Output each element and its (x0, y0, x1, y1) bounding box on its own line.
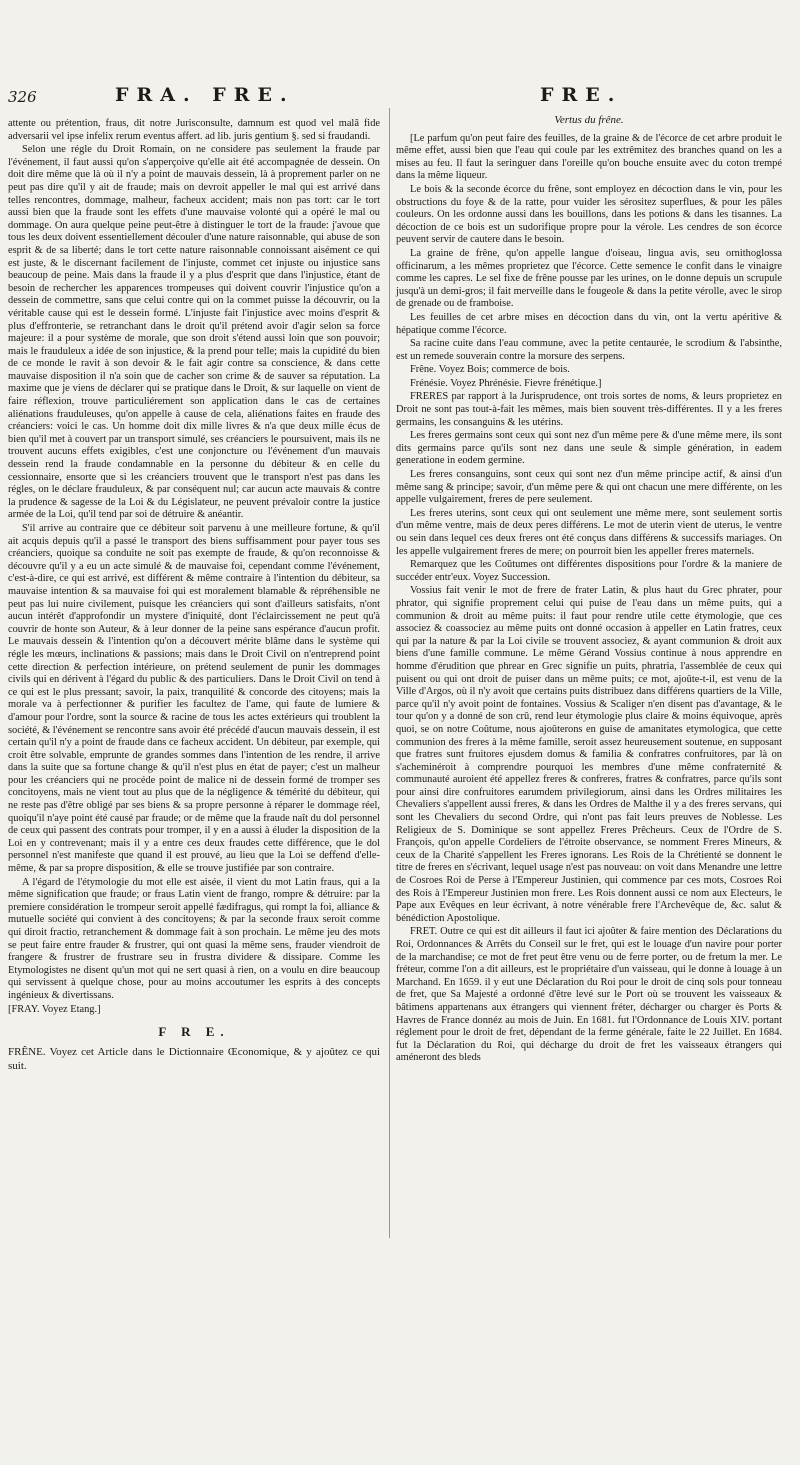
see-also-entry: [FRAY. Voyez Etang.] (8, 1003, 101, 1015)
column-divider (389, 108, 390, 1238)
body-paragraph: Selon une régle du Droit Romain, on ne considere pas seulement la fraude par l'événement, il faut aussi qu'on s'apperçoive qu'elle ait été accompagnée de dessein. On doit dire même que là où il n'y a point de mauvais dessein, là à proprement parler on ne peut pas dire qu'il y ait de fraude; mais on devroit appeller le mal qui est arrivé dans telles rencontres, dommage, malheur, facheux accident; mais non pas tort: car le tort aussi bien que la fraude sont les effets d'une mauvaise volonté qui a opéré le mal ou dommage. On aura quelque peine peut-être à distinguer le tort de la fraude: j'avoue que tous les deux doivent essentiellement découler d'une nature raisonnable, qui abuse de son esprit & de sa liberté; dans le tort cette nature raisonnable connoissant aisément ce qui est juste, & le discernant facilement de l'injuste, commet cet injuste ou injustice sans beaucoup de peine. Mais dans la fraude il y a plus d'esprit que dans l'injustice, étant de besoin de rechercher les apparences trompeuses qui doivent couvrir l'injustice qu'on a dessein de commettre, sans que celui contre qui on la commet puisse la découvrir, ou la véritable cause qui est le dessein formé. L'injuste fait l'injustice avec moins d'esprit & plus d'effronterie, se retranchant dans le droit qu'il prétend avoir d'agir selon sa force majeure: il a pour système de morale, que son droit s'étend aussi loin que son pouvoir; mais le frauduleux a idée de son injustice, & la prend pour telle; mais la cupidité du bien de ce monde le ravit à son devoir & le fait agir contre sa conscience, & dans cette mauvaise disposition il n'a soin que de cacher son crime & de sauver sa réputation. La maxime que je viens de déclarer qui se pratique dans le Droit, & sur laquelle on vient de faire réflexion, trouve particuliérement son application dans le cas de certaines aliénations frauduleuses, qu'on appelle à cause de cela, aliénations faites en fraude des créanciers: voici le cas. Un homme doit dix mille livres & n'a que deux mille écus de bien qu'il met à couvert par un transport simulé, ses créanciers le poursuivent, mais ils ne trouvent aucuns effets exigibles, c'est une conjoncture ou l'événement d'un mauvais dessein rend la fraude condamnable en la personne du débiteur & en celle du cessionnaire, ensorte que si les créanciers trouvent que le transport n'est pas dans les régles, on le déclare frauduleux, & par conséquent nul; car aucun acte mauvais & contre la prudence & sagesse de la Loi & du Législateur, ne peuvent prévaloir contre la justice armée de la Loi, qu'il tend par soi de détruire & anéantir. (8, 144, 380, 521)
body-paragraph: La graine de frêne, qu'on appelle langue d'oiseau, lingua avis, seu ornithoglossa officinarum, a les mêmes proprietez que l'écorce. Cette semence le confit dans le vinaigre comme les capres. Le sel fixe de frêne pousse par les urines, on le donne depuis un scrupule jusqu'à un demi-gros; il fait merveille dans le fougeole & dans la petite vérolle, avec le sirop de grenade ou de framboise. (396, 247, 782, 310)
body-paragraph: A l'égard de l'étymologie du mot elle est aisée, il vient du mot Latin fraus, qui a la même signification que fraude; or fraus Latin vient de frango, rompre & détruire: par la premiere considération le trompeur seroit appellé fædifragus, qui rompt la foi, alliance & mutuelle société qui convient à des concitoyens; & par la seconde fraux seroit comme qui diroit fractio, retranchement & dommage fait à son prochain. Le même jeu des mots se peut faire entre frauder & frustrer, qui ont quasi la même sens, frauder viendroit de frangere & frustrer de frustrare seu in frustra dividere & dissipare. Comme les Etymologistes ne disent qu'un mot qui ne sert quasi à rien, on a voulu en dire beaucoup qui servissent à quelque chose, pour au moins accoutumer les esprits à des concepts ingénieux & divertissans. (8, 876, 380, 1001)
body-paragraph: Le bois & la seconde écorce du frêne, sont employez en décoction dans le vin, pour les obstructions du foye & de la ratte, pour vuider les sérositez superflues, & pour les pâles couleurs. On les ordonne aussi dans les bouillons, dans les potions & dans les tisannes. La décoction de ce bois est un sudorifique propre pour la vérole. Les cendres de son écorce peuvent servir de cautere dans le besoin. (396, 183, 782, 246)
body-paragraph: [Le parfum qu'on peut faire des feuilles, de la graine & de l'écorce de cet arbre produit le même effet, aussi bien que l'eau qui coule par les extrêmitez des branches quand on les a mises au feu. Il faut la seringuer dans l'oreille qu'on bouche ensuite avec du coton trempé dans la même liqueur. (396, 132, 782, 182)
body-paragraph: Les freres consanguins, sont ceux qui sont nez d'un même principe actif, & ainsi d'un même sang & principe; savoir, d'un même pere & qui ont chacun une mere différente, on les appelle vulgairement, freres de pere seulement. (396, 469, 782, 506)
right-running-title: FRE. (540, 84, 623, 106)
body-paragraph: Vossius fait venir le mot de frere de frater Latin, & plus haut du Grec phrater, pour phrator, qui signifie proprement celui qui puise de l'eau dans un même puits, qui a communion & droit au même puits: il faut pour rendre utile cette étymologie, que ces associez & coassociez au même puits ont donné occasion à appeller en Latin fratres, ceux qui par la nature & par la Loi civile se trouvent associez, & ayant communion & droit aux biens d'une famille commune. Le même Gérand Vossius continue à nous apprendre en homme d'érudition que phrear en Grec signifie un puits, phratria, l'assemblée de ceux qui puisent ou qui ont droit de puiser dans un même puits; ce mot, ajoûte-t-il, est venu de la Ville d'Argos, où il n'y avoit que certains puits distribuez dans différens quartiers de la Ville, parce qu'il n'y avoit point de fontaines. Vossius & Scaliger n'en disent pas d'avantage, & le tour qu'on y a donné de son crû, rend leur étymologie plus claire & moins équivoque, après quoi, se on notre Coûtume, nous ajoûterons en guise de amanitates etymologica, que cette communion des freres à la même famille, seroit assez heureusement soutenue, en supposant que fratres sunt fruitores ejusdem domus & familia & confratres confruitores, par là on s'acheminéroit à comprendre pourquoi les membres d'une même confraternité & communauté auroient été appellez freres & confreres, fratres & confratres, parce qu'ils sont pour ainsi dire confruitores earumdem privilegiorum, ainsi dans les Ordres militaires les Chevaliers s'appellent aussi freres, & dans les Ordres de Malthe il y a des freres servans, qui sont les Chevaliers du second Ordre, qui n'ont pas fait leurs preuves de Noblesse. Les Religieux de S. Dominique se sont appellez Freres Prêcheurs. Ceux de l'Ordre de S. François, qu'on appelle Cordeliers de l'étroite observance, se nomment Freres Mineurs, & ceux de la Charité s'appellent les Freres ignorans. Les Rois de la Chrétienté se donnent le titre de freres en s'écrivant, lequel usage n'est pas nouveau: on voit dans Menandre une lettre de Cosroes Roi de Perse à l'Empereur Justinien, qui commence par ces mots, Cosroes Roi des Rois à l'Empereur Justinien mon frere. Les Rois donnent aussi ce nom aux Electeurs, le Pape aux Evêques en leur écrivant, à notre vénérable frere l'Archevêque de, &c. salut & bénédiction Apostolique. (396, 585, 782, 924)
body-paragraph: Les feuilles de cet arbre mises en décoction dans du vin, ont la vertu apéritive & hépatique comme l'écorce. (396, 311, 782, 336)
body-paragraph: S'il arrive au contraire que ce débiteur soit parvenu à une meilleure fortune, & qu'il ait acquis depuis qu'il a passé le transport des biens suffisamment pour payer tous ses créanciers, quoique sa conduite ne soit pas exempte de fraude, & qu'on reconnoisse & découvre qu'il y a eu un acte simulé & de mauvaise foi, cependant comme l'événement, c'est-à-dire, ce qui est arrivé, est différent & même contraire à l'intention du débiteur, sa mauvaise intention & sa mauvaise foi qui est moralement blamable & répréhensible ne peut pas lui nuire civilement, puisque les créanciers qui sont d'ailleurs satisfaits, n'ont aucun intérêt d'approfondir un mystere d'iniquité, dont l'éclaircissement ne peut qu'à couvrir de honte son Auteur, & à leur donner de la peine sans espérance d'aucun profit. Le mauvais dessein & l'intention qu'on a découvert mérite blâme dans le système qui régle les mœurs, inclinations & passions; mais dans le Droit Civil on n'entreprend point cette direction & perfection intérieure, on prétend seulement de punir les dommages civils qui en dérivent à l'égard du public & des particuliers. Dans le Droit Civil on tend à ce qui est le plus pressant; savoir, la paix, tranquilité & concorde des citoyens; mais la morale va à perfectionner & purifier les facultez de l'ame, qui faute de lumiere & d'amour pour l'ordre, sont la source & racine de tous les actes extérieurs qui troublent la société, & l'événement se rencontre sans avoir été précédé d'aucun mauvais dessein, il est certain qu'il n'y a point de fraude dans ce facheux accident. Un débiteur, par exemple, qui croit être solvable, emprunte de grandes sommes dans l'intention de les rendre, il arrive dans la suite que sa fortune change & qu'il n'est plus en état de payer; c'est un malheur pour les créanciers qui ne procéde point de malice ni de dessein formé de tromper ses concitoyens, mais ne vient tout au plus que de la négligence & témérité du débiteur, qui ne reste pas d'être obligé par ses biens & sa propre personne à réparer le dommage réel, quoiqu'il n'aye point été causé par fraude; or de même que la fraude naît du dol personnel de ceux qui passent des contrats pour tromper, il y en a aussi à éluder la disposition de la Loi en y contrevenant; mais il y a entre ces deux fraudes cette différence, que le dol personnel n'est manifeste que quand il est prouvé, au lieu que la Loi se deffend d'elle-même, & par sa propre disposition, & elle se trouve justifiée par son contraire. (8, 523, 380, 875)
body-paragraph: Sa racine cuite dans l'eau commune, avec la petite centaurée, le scrodium & l'absinthe, est un remede souverain contre la morsure des serpens. (396, 338, 782, 362)
body-paragraph: FRERES par rapport à la Jurisprudence, ont trois sortes de noms, & leurs proprietez en Droit ne sont pas tout-à-fait les mêmes, mais bien souvent très-différentes. Il y a les freres germains, les consanguins & les utérins. (396, 391, 782, 428)
body-paragraph: Les freres germains sont ceux qui sont nez d'un même pere & d'une même mere, ils sont dits germains parce qu'ils sont nez dans une seule & simple génération, in eadem generatione in eodem germine. (396, 430, 782, 467)
running-head (0, 84, 800, 112)
left-running-title: FRA. FRE. (115, 84, 295, 106)
section-heading: F R E. (158, 1024, 230, 1040)
page-number: 326 (8, 88, 37, 106)
closing-paragraph: FRÊNE. Voyez cet Article dans le Dictionnaire Œconomique, & y ajoûtez ce qui suit. (8, 1045, 380, 1072)
body-paragraph: attente ou prétention, fraus, dit notre Jurisconsulte, damnum est quod vel malâ fide adversarii vel ipse infelix rerum eventus affert. ad lib. juris gentium §. sed si fraudandi. (8, 118, 380, 142)
right-column (396, 110, 782, 1066)
cross-reference-entry: Frêne. Voyez Bois; commerce de bois. (410, 364, 570, 376)
body-paragraph: Les freres uterins, sont ceux qui ont seulement une même mere, sont seulement sortis d'un même ventre, mais de deux peres différens. Le mot de uterin vient de uterus, le ventre ou sein dans lequel ces deux freres ont été conçus dans différens & successifs mariages. On les appelle vulgairement freres de mere; on pourroit bien les appeller freres maternels. (396, 507, 782, 557)
cross-reference-entry: Frénésie. Voyez Phrénésie. Fievre frénétique.] (410, 377, 602, 389)
left-column (8, 118, 380, 1074)
body-paragraph: Remarquez que les Coûtumes ont différentes dispositions pour l'ordre & la maniere de succéder entr'eux. Voyez Succession. (396, 559, 782, 583)
section-subtitle: Vertus du frêne. (554, 114, 624, 126)
body-paragraph: FRET. Outre ce qui est dit ailleurs il faut ici ajoûter & faire mention des Déclarations du Roi, Ordonnances & Arrêts du Conseil sur le fret, qui est le louage d'un navire pour porter de la marchandise; ce mot de fret peut être venu ou de ferre porter, ou de fretum la mer. Le fréteur, comme l'on a dit ailleurs, est le propriétaire d'un vaisseau, qui le donne à louage à un Marchand. En 1659. il y eut une Déclaration du Roi pour le droit de cinq sols pour tonneau de fret, que Sa Majesté a ordonné d'être levé sur le Port où se trouvent les vaisseaux & bâtimens appartenans aux étrangers qui viennent fréter, décharger ou charger ès Ports & Havres de France donnéz au mois de Juin. En 1681. fut l'Ordonnance de Louis XIV. portant réglement pour le droit de fret, dépendant de la ferme générale, faite le 22 Juillet. En 1684. fut la Déclaration du Roi, qui décharge du droit de fret les vaisseaux étrangers qui améneront des bleds (396, 926, 782, 1064)
